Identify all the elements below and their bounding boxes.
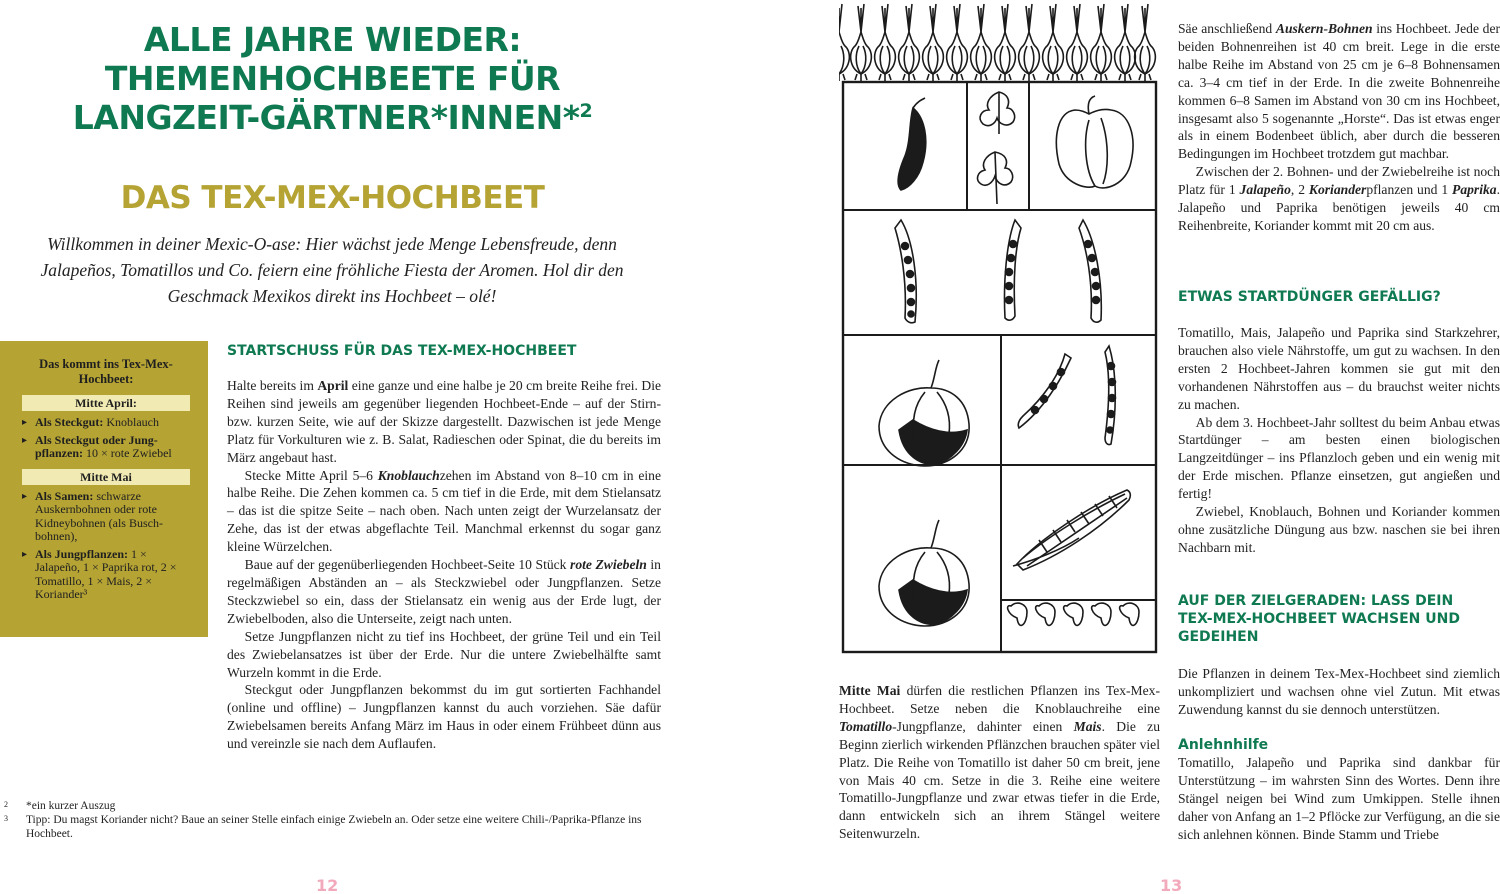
box-head-april: Mitte April: xyxy=(22,395,190,411)
text-mitte-mai xyxy=(839,682,1160,843)
paragraph: Zwischen der 2. Bohnen- und der Zwiebelreihe ist noch Platz für 1 Jalapeño, 2 Korianderpflanzen und 1 Paprika. Jalapeño und Paprika benötigen jeweils 40 cm Reihenbreite, Koriander kommt mit 20 cm aus. xyxy=(1178,164,1500,233)
sidebar-box xyxy=(0,341,208,637)
bell-pepper-icon xyxy=(1056,96,1133,188)
list-item: ▸ Als Steckgut: Knoblauch xyxy=(22,416,190,430)
page-number-left: 12 xyxy=(316,876,339,894)
footnote-ref: 2 xyxy=(579,100,593,122)
intro-text: Willkommen in deiner Mexic-O-ase: Hier wächst jede Menge Lebensfreude, denn Jalapeños, Tomatillos und Co. feiern eine fröhliche Fiesta der Aromen. Hol dir den Geschmack Mexikos direkt ins Hochbeet – olé! xyxy=(40,234,624,306)
subhead-startschuss: STARTSCHUSS FÜR DAS TEX-MEX-HOCHBEET xyxy=(227,343,577,359)
box-list-april xyxy=(22,416,190,461)
list-item: ▸ Als Jungpflanzen: 1 × Jalapeño, 1 × Paprika rot, 2 × Tomatillo, 1 × Mais, 2 × Koriander³ xyxy=(22,548,190,602)
jalapeno-icon xyxy=(898,98,926,190)
chapter-title-line3: LANGZEIT-GÄRTNER*INNEN*$^2$ xyxy=(72,98,593,137)
bean-pod-icon xyxy=(1105,346,1116,445)
text-zielgeraden xyxy=(1178,665,1500,719)
paragraph: Die Pflanzen in deinem Tex-Mex-Hochbeet sind ziemlich unkompliziert und wachsen ohne viel Zutun. Mit etwas Zuwendung kannst du sie dennoch unterstützen. xyxy=(1178,666,1500,717)
list-item: ▸ Als Samen: schwarze Auskernbohnen oder rote Kidneybohnen (als Buschbohnen), xyxy=(22,490,190,544)
chapter-title-line2: THEMENHOCHBEETE FÜR xyxy=(104,59,561,98)
paragraph: Zwiebel, Knoblauch, Bohnen und Koriander kommen ohne zusätzliche Düngung aus bzw. naschen sie bei ihren Nachbarn mit. xyxy=(1178,504,1500,555)
bed-layout-sketch xyxy=(839,0,1160,655)
paragraph: Ab dem 3. Hochbeet-Jahr solltest du beim Anbau etwas Startdünger – am besten einen biologischen Langzeitdünger – ins Pflanzloch geben und ein wenig mit der Erde mischen. Pflanze einsetzen, gut angießen und fertig! xyxy=(1178,414,1500,502)
paragraph: Steckgut oder Jungpflanzen bekommst du im gut sortierten Fachhandel (online und offline) – Jungpflanzen kannst du auch vorziehen. Säe dafür Zwiebelsamen bereits Anfang März im Haus in oder einem Frühbeet dünn aus und vereinzle sie nach dem Auflaufen. xyxy=(227,682,661,752)
footnotes xyxy=(4,799,664,841)
corn-icon xyxy=(1013,490,1130,570)
paragraph: Mitte Mai dürfen die restlichen Pflanzen ins Tex-Mex-Hochbeet. Setze neben die Knoblauchreihe eine Tomatillo-Jungpflanze, dahinter einen Mais. Die zu Beginn zierlich wirkenden Pflänzchen brauchen später viel Platz. Die Reihe von Tomatillo ist daher 50 cm breit, jene von Mais 40 cm. Setze in die 3. Reihe eine weitere Tomatillo-Jungpflanze und zwar etwas tiefer in die Erde, dann entwickeln sich an ihrem Stängel weitere Seitenwurzeln. xyxy=(839,683,1161,842)
box-head-mai: Mitte Mai xyxy=(22,469,190,485)
coriander-icon xyxy=(978,92,1015,204)
subhead-zielgeraden: AUF DER ZIELGERADEN: LASS DEIN TEX-MEX-HOCHBEET WACHSEN UND GEDEIHEN xyxy=(1178,593,1460,645)
bean-pod-icon xyxy=(1018,354,1071,428)
text-anlehnhilfe xyxy=(1178,754,1500,844)
tomatillo-icon xyxy=(879,520,969,626)
footnote: 2 *ein kurzer Auszug xyxy=(4,800,116,812)
box-title: Das kommt ins Tex-Mex-Hochbeet: xyxy=(39,357,173,386)
garlic-icon xyxy=(1008,603,1139,625)
bean-pod-icon xyxy=(1079,220,1101,322)
chapter-title xyxy=(20,20,645,137)
paragraph: Baue auf der gegenüberliegenden Hochbeet-Seite 10 Stück rote Zwiebeln in regelmäßigen Abständen an – als Steckzwiebel oder Jungpflanzen. Setze Steckzwiebel so ein, dass der Stielansatz ein wenig aus der Erde lugt, der Zwiebelboden, also die Unterseite, zeigt nach unten. xyxy=(227,557,661,626)
text-column-right xyxy=(1178,20,1500,235)
paragraph: Halte bereits im April eine ganze und eine halbe je 20 cm breite Reihe frei. Die Reihen sind jeweils am gegenüber liegenden Hochbeet-Ende – auf der Stirn- bzw. kurzen Seite, wie auf der Skizze dargestellt. Dazwischen ist jede Menge Platz für Vorkulturen wie z. B. Salat, Radieschen oder Spinat, die du bereits im März angebaut hast. xyxy=(227,378,662,465)
text-startduenger xyxy=(1178,324,1500,557)
box-list-mai xyxy=(22,490,190,602)
bean-pod-icon xyxy=(895,220,916,323)
tomatillo-icon xyxy=(879,360,969,466)
paragraph: Tomatillo, Mais, Jalapeño und Paprika sind Starkzehrer, brauchen also viele Nährstoffe, um gut zu wachsen. In den ersten 2 Hochbeet-Jahren kommen sie gut mit den vorhandenen Nährstoffen aus – du brauchst weiter nichts zu machen. xyxy=(1178,325,1500,412)
paragraph: Tomatillo, Jalapeño und Paprika sind dankbar für Unterstützung – im wahrsten Sinn des Wortes. Denn ihre Stängel neigen bei Wind zum Umkippen. Stelle ihnen daher von Anfang an 1–2 Pflöcke zur Verfügung, an die sie sich anlehnen können. Binde Stamm und Triebe xyxy=(1178,755,1500,842)
paragraph: Setze Jungpflanzen nicht zu tief ins Hochbeet, der grüne Teil und ein Teil des Zwiebelansatzes ist über der Erde. Nur die untere Zwiebelhälfte samt Wurzeln kommt in die Erde. xyxy=(227,628,661,680)
paragraph: Säe anschließend Auskern-Bohnen ins Hochbeet. Jede der beiden Bohnenreihen ist 40 cm breit. Lege in die erste halbe Reihe im Abstand von 25 cm je 6–8 Bohnensamen ca. 3–4 cm tief in der Erde. In die zweite Bohnenreihe kommen 6–8 Samen im Abstand von 30 cm ins Hochbeet, insgesamt also 5 sogenannte „Horste“. Das ist etwas enger als in einem Bodenbeet üblich, aber durch die besseren Bedingungen im Hochbeet trotzdem gut machbar. xyxy=(1178,21,1500,162)
bean-pod-icon xyxy=(1004,220,1021,320)
subhead-anlehnhilfe: Anlehnhilfe xyxy=(1178,737,1269,753)
chapter-title-line1: ALLE JAHRE WIEDER: xyxy=(143,20,522,59)
body-text-left xyxy=(227,377,661,753)
section-title: DAS TEX-MEX-HOCHBEET xyxy=(120,180,545,216)
page-number-right: 13 xyxy=(1160,876,1183,894)
paragraph: Stecke Mitte April 5–6 Knoblauchzehen im Abstand von 8–10 cm in eine halbe Reihe. Die Zehen kommen ca. 5 cm tief in die Erde, mit dem Stielansatz – das ist die spitze Seite – nach oben. Nach unten zeigt der Wurzelansatz der Zehe, das ist der etwas abgeflachte Teil. Manchmal erkennst du sogar ganz kleine Würzelchen. xyxy=(227,467,661,555)
list-item: ▸ Als Steckgut oder Jungpflanzen: 10 × rote Zwiebel xyxy=(22,434,190,461)
footnote: 3 Tipp: Du magst Koriander nicht? Baue an seiner Stelle einfach einige Zwiebeln an. Oder setze eine weitere Chili-/Paprika-Pflanze ins Hochbeet. xyxy=(4,814,642,840)
subhead-startduenger: ETWAS STARTDÜNGER GEFÄLLIG? xyxy=(1178,289,1441,305)
onion-row-icon xyxy=(839,4,1155,81)
